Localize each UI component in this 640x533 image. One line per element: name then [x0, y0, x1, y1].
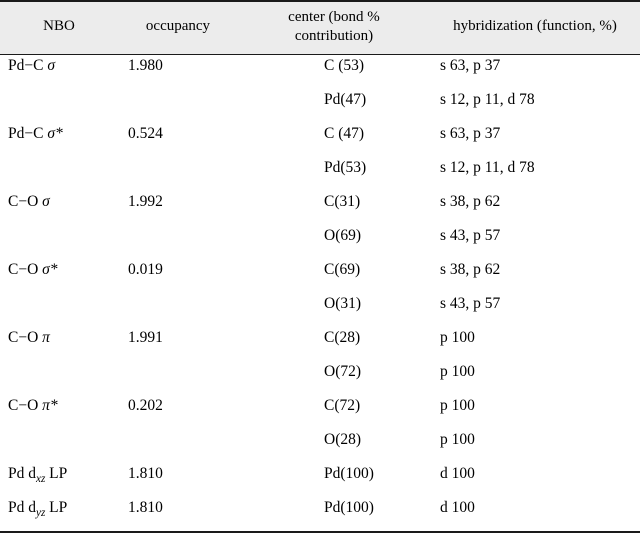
cell-center: C(69): [324, 260, 361, 278]
cell-hybridization: p 100: [440, 430, 475, 448]
column-header-occupancy: occupancy: [118, 1, 238, 54]
cell-occupancy: 0.019: [128, 260, 163, 278]
cell-occupancy: 1.991: [128, 328, 163, 346]
cell-center: C(72): [324, 396, 361, 414]
cell-center: C (47): [324, 124, 365, 142]
cell-occupancy: [118, 429, 238, 463]
cell-nbo: [0, 429, 118, 463]
cell-hybridization: p 100: [440, 362, 475, 380]
cell-hybridization: p 100: [440, 328, 475, 346]
cell-occupancy: 1.980: [128, 56, 163, 74]
table-row: [0, 225, 640, 259]
cell-center: C (53): [324, 56, 365, 74]
cell-center: Pd(100): [238, 497, 430, 532]
cell-occupancy: 0.524: [128, 124, 163, 142]
cell-occupancy: 0.202: [128, 396, 163, 414]
cell-center: C(28): [324, 328, 361, 346]
cell-occupancy: 1.810: [118, 497, 238, 532]
table-row: [0, 293, 640, 327]
column-header-hybridization: [430, 1, 640, 54]
table-row: [0, 429, 640, 463]
table-row: [0, 54, 640, 89]
header-row: [0, 1, 640, 54]
table-row: [0, 395, 640, 429]
cell-occupancy: [118, 361, 238, 395]
cell-nbo: Pd $d_{xz}$ LP: [8, 464, 68, 485]
cell-hybridization: s 38, p 62: [440, 192, 501, 210]
cell-center: Pd(53): [324, 158, 367, 176]
cell-center: C(31): [324, 192, 361, 210]
cell-center: O(28): [324, 430, 362, 448]
table-row: [0, 259, 640, 293]
column-header-hybridization-text: hybridization (function, %): [453, 18, 617, 35]
cell-hybridization: s 12, p 11, d 78: [440, 90, 535, 108]
cell-occupancy: [118, 225, 238, 259]
table-row: [0, 89, 640, 123]
cell-occupancy: [118, 157, 238, 191]
table-row: [0, 157, 640, 191]
cell-nbo: [0, 293, 118, 327]
cell-occupancy: 1.810: [128, 464, 163, 482]
cell-center: O(72): [324, 362, 362, 380]
cell-occupancy: 1.992: [128, 192, 163, 210]
cell-nbo: [0, 225, 118, 259]
table-row: [0, 191, 640, 225]
cell-hybridization: s 63, p 37: [440, 124, 501, 142]
column-header-center: [238, 1, 430, 54]
cell-occupancy: [118, 293, 238, 327]
cell-nbo: [0, 89, 118, 123]
cell-hybridization: s 38, p 62: [440, 260, 501, 278]
table-row: [0, 327, 640, 361]
cell-hybridization: s 12, p 11, d 78: [440, 158, 535, 176]
cell-occupancy: [118, 89, 238, 123]
cell-center: Pd(47): [324, 90, 367, 108]
column-header-center-text: center (bond % contribution): [288, 9, 380, 44]
table-row: [0, 463, 640, 497]
cell-nbo: C−O σ: [8, 192, 50, 210]
cell-hybridization: s 63, p 37: [440, 56, 501, 74]
cell-hybridization: p 100: [440, 396, 475, 414]
cell-nbo: [0, 361, 118, 395]
cell-center: O(31): [324, 294, 362, 312]
cell-hybridization: d 100: [440, 464, 475, 482]
table-row: [0, 497, 640, 532]
cell-nbo: Pd $d_{yz}$ LP: [0, 497, 118, 532]
cell-hybridization: d 100: [430, 497, 640, 532]
column-header-nbo: NBO: [0, 1, 118, 54]
cell-nbo: Pd−C σ*: [8, 124, 63, 142]
cell-hybridization: s 43, p 57: [440, 294, 501, 312]
cell-center: Pd(100): [324, 464, 374, 482]
cell-nbo: C−O σ*: [8, 260, 58, 278]
table-row: [0, 123, 640, 157]
cell-nbo: C−O π*: [8, 396, 58, 414]
cell-nbo: C−O π: [8, 328, 50, 346]
cell-nbo: [0, 157, 118, 191]
cell-center: O(69): [324, 226, 362, 244]
cell-hybridization: s 43, p 57: [440, 226, 501, 244]
cell-nbo: Pd−C σ: [8, 56, 55, 74]
table-body: [0, 54, 640, 532]
table-row: [0, 361, 640, 395]
table-header: [0, 1, 640, 54]
